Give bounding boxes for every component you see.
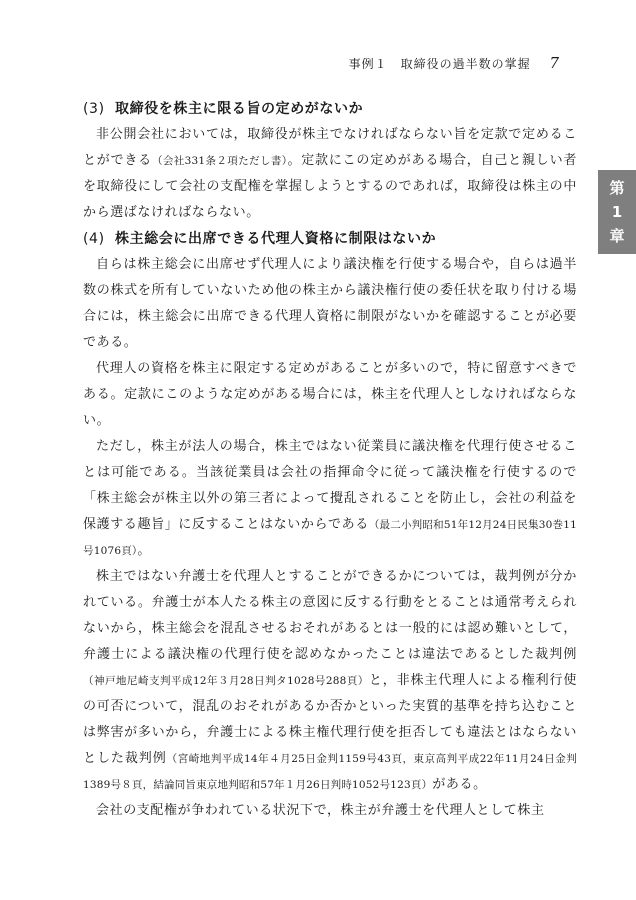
section-number: (3) — [83, 101, 105, 117]
section-title: 取締役を株主に限る旨の定めがないか — [115, 101, 364, 117]
citation: （最二小判昭和51年12月24日民集30巻11号1076頁） — [83, 519, 577, 557]
section-number: (4) — [83, 231, 105, 247]
paragraph-text: 自らは株主総会に出席せず代理人により議決権を行使する場合や，自らは過半数の株式を所有していないため他の株主から議決権行使の委任状を取り付ける場合には，株主総会に出席できる代理人資格に制限がないかを確認することが必要である。 — [83, 257, 577, 350]
paragraph — [83, 434, 577, 564]
paragraph — [83, 798, 577, 824]
chapter-tab-line2: 1 — [611, 203, 623, 221]
paragraph — [83, 564, 577, 798]
paragraph-text: と，非株主代理人による権利行使の可否について，混乱のおそれがあるか否かといった実質的基準を持ち込むことは弊害が多いから，弁護士による株主権代理行使を拒否しても違法とはならないとした裁判例 — [83, 673, 577, 766]
page-body — [83, 96, 577, 824]
section-heading-4 — [83, 226, 577, 252]
paragraph — [83, 252, 577, 356]
paragraph-text: 。 — [137, 543, 151, 558]
chapter-tab — [598, 170, 636, 254]
section-title: 株主総会に出席できる代理人資格に制限はないか — [115, 231, 437, 247]
paragraph — [83, 356, 577, 434]
page-number: 7 — [549, 54, 560, 72]
paragraph-text: 株主ではない弁護士を代理人とすることができるかについては，裁判例が分かれている。弁護士が本人たる株主の意図に反する行動をとることは通常考えられないから，株主総会を混乱させるおそれがあるとは一般的には認め難いとして，弁護士による議決権の代理行使を認めなかったことは違法であるとした裁判例 — [83, 569, 577, 662]
paragraph-text: 。定款にこの定めがある場合，自己と親しい者を取締役にして会社の支配権を掌握しようとするのであれば，取締役は株主の中から選ばなければならない。 — [83, 153, 577, 220]
paragraph-text: がある。 — [432, 777, 487, 792]
paragraph-text: 会社の支配権が争われている状況下で，株主が弁護士を代理人として株主 — [96, 803, 545, 818]
chapter-tab-line1: 第 — [609, 179, 625, 197]
section-heading-3 — [83, 96, 577, 122]
paragraph-text: 代理人の資格を株主に限定する定めがあることが多いので，特に留意すべきである。定款にこのような定めがある場合には，株主を代理人としなければならない。 — [83, 361, 577, 428]
paragraph-text: 非公開会社においては，取締役が株主でなければならない旨を定款で定めることができる — [83, 127, 577, 168]
paragraph — [83, 122, 577, 226]
running-title: 事例１ 取締役の過半数の掌握 — [348, 57, 531, 71]
citation: （宮崎地判平成14年４月25日金判1159号43頁，東京高判平成22年11月24日金判1389号８頁，結論同旨東京地判昭和57年１月26日判時1052号123頁） — [83, 753, 577, 791]
chapter-tab-line3: 章 — [609, 227, 625, 245]
running-header — [100, 54, 560, 72]
citation: （神戸地尼崎支判平成12年３月28日判タ1028号288頁） — [83, 675, 369, 687]
citation: （会社331条２項ただし書） — [151, 155, 288, 167]
paragraph-text: ただし，株主が法人の場合，株主ではない従業員に議決権を代理行使させることは可能である。当該従業員は会社の指揮命令に従って議決権を行使するので「株主総会が株主以外の第三者によって攪乱されることを防止し，会社の利益を保護する趣旨」に反することはないからである — [83, 439, 577, 532]
